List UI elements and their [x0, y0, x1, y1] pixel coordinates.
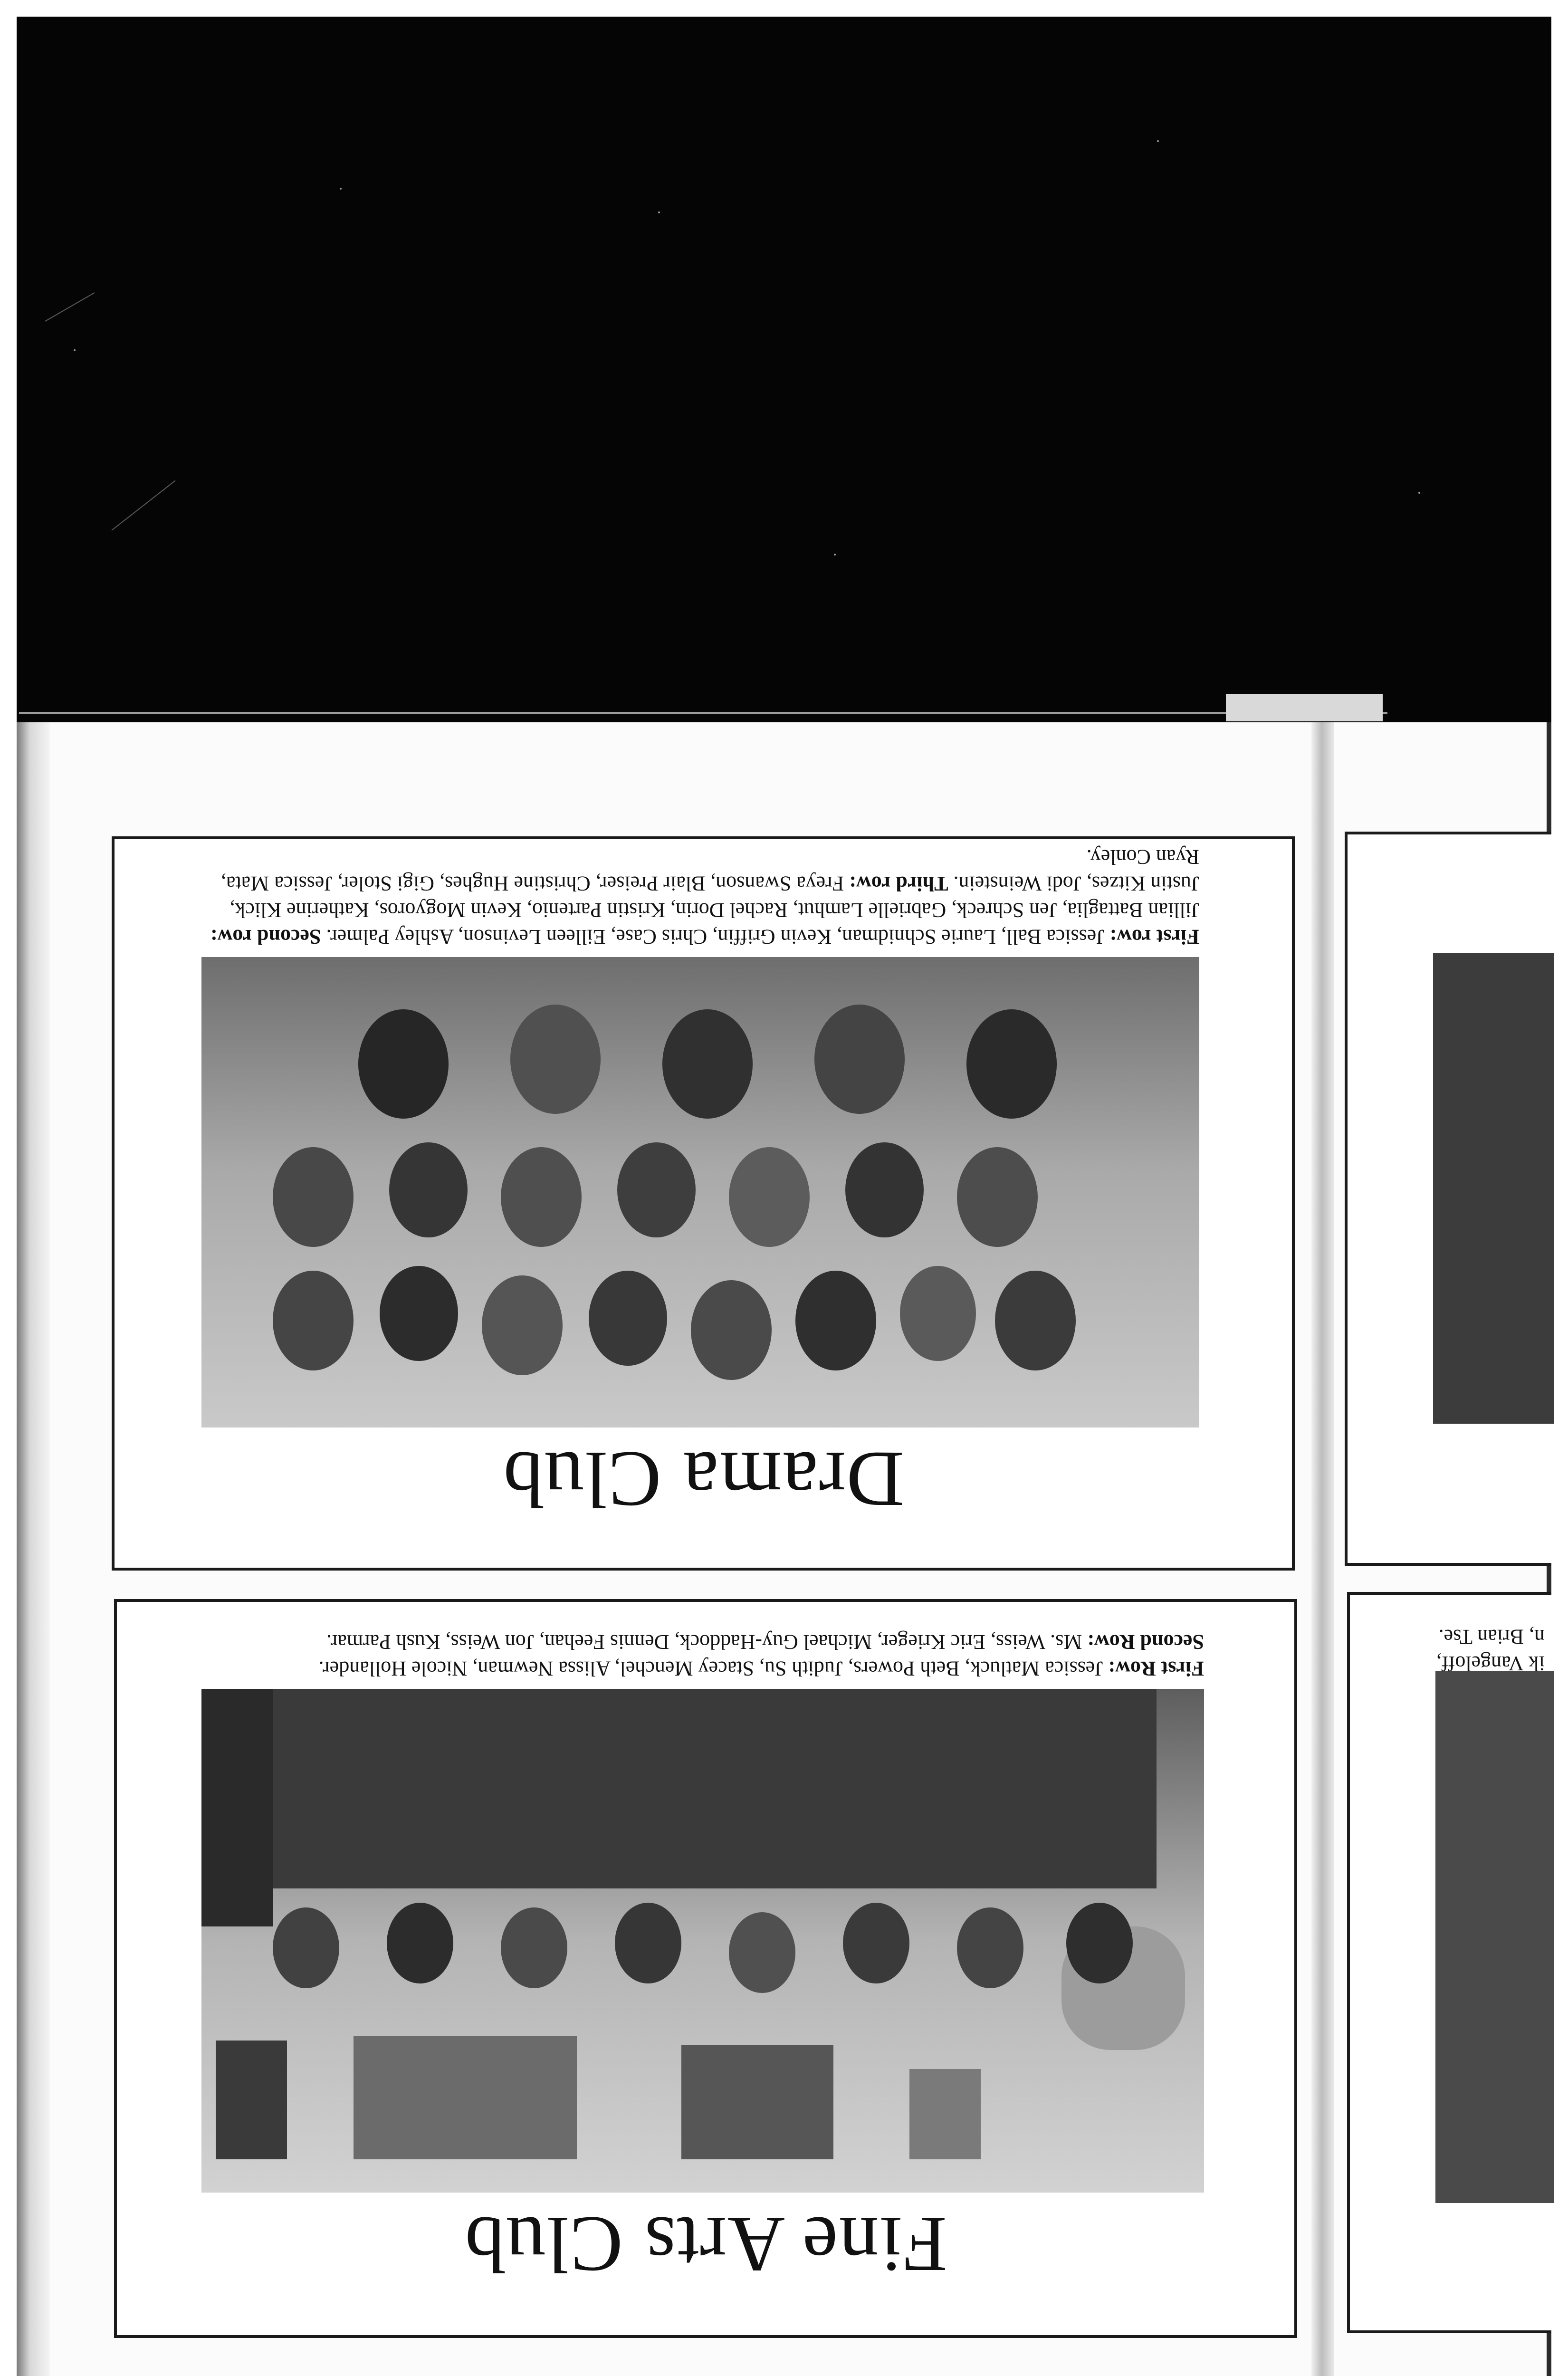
first-row-label: First row: — [1109, 925, 1199, 948]
fine-arts-club-caption — [201, 1629, 1204, 1682]
person-head — [510, 1005, 601, 1114]
artwork-frame — [354, 2036, 577, 2159]
person-head — [814, 1005, 905, 1114]
third-row-names: Freya Swanson, Blair Preiser, Christine Hughes, Gigi Stoler, Jessica Mata, Ryan Conley. — [220, 845, 1199, 895]
person-head — [957, 1907, 1023, 1988]
dust-speck — [1418, 492, 1420, 494]
person-head — [691, 1280, 772, 1380]
facing-photo — [1433, 953, 1554, 1424]
person-head — [662, 1009, 753, 1119]
person-head — [966, 1009, 1057, 1119]
book-spine — [1311, 722, 1334, 2376]
person-head — [995, 1271, 1076, 1370]
facing-page-top-panel — [1345, 832, 1551, 1566]
person-head — [843, 1903, 909, 1983]
facing-caption-line: ik Vangeloff, — [1436, 1652, 1545, 1675]
person-head — [358, 1009, 449, 1119]
person-head — [957, 1147, 1038, 1247]
facing-photo — [1435, 1671, 1554, 2203]
fine-arts-club-photo — [201, 1689, 1204, 2193]
person-head — [845, 1142, 924, 1237]
fine-arts-club-title: Fine Arts Club — [464, 2200, 947, 2289]
bookshelf — [201, 1689, 273, 1926]
person-head — [729, 1912, 795, 1993]
person-head — [273, 1147, 354, 1247]
artwork-frame — [681, 2045, 833, 2159]
page-edge-shadow — [17, 722, 50, 2376]
third-row-label: Third row: — [849, 872, 948, 895]
second-row-label: Second Row: — [1087, 1630, 1204, 1654]
person-head — [501, 1907, 567, 1988]
scanner-backdrop — [17, 17, 1551, 722]
first-row-names: Jessica Matluck, Beth Powers, Judith Su, Stacey Menchel, Alissa Newman, Nicole Hollander. — [318, 1657, 1103, 1680]
second-row-names: Jillian Battaglia, Jen Schreck, Gabrielle Lamhut, Rachel Dorin, Kristin Partenio, Kevin Mogyoros, Katherine Klick, Justin Kitzes, Jodi Weinstein. — [229, 872, 1199, 922]
person-head — [589, 1271, 667, 1366]
second-row-names: Ms. Weiss, Eric Krieger, Michael Guy-Haddock, Dennis Feehan, Jon Weiss, Kush Parmar. — [326, 1630, 1082, 1654]
drama-club-title: Drama Club — [502, 1435, 904, 1523]
person-head — [1066, 1903, 1133, 1983]
person-head — [380, 1266, 458, 1361]
first-row-label: First Row: — [1108, 1657, 1204, 1680]
person-head — [387, 1903, 453, 1983]
artwork-frame — [909, 2069, 981, 2159]
second-row-label: Second row: — [210, 925, 321, 948]
drama-club-caption — [201, 843, 1199, 950]
person-head — [617, 1142, 696, 1237]
dust-speck — [74, 349, 76, 351]
drama-club-panel — [112, 836, 1295, 1571]
person-head — [389, 1142, 468, 1237]
dust-speck — [340, 188, 342, 190]
artwork-frame — [216, 2041, 287, 2159]
scratch-mark — [111, 480, 175, 531]
tape-strip — [1226, 694, 1383, 721]
person-head — [900, 1266, 976, 1361]
facing-page-bottom-panel — [1347, 1592, 1551, 2333]
page-top-edge — [19, 712, 1387, 714]
group-bodies — [263, 1689, 1157, 1888]
facing-page-caption — [1436, 1623, 1545, 1677]
person-head — [482, 1275, 563, 1375]
facing-caption-line: n, Brian Tse. — [1438, 1625, 1545, 1648]
dust-speck — [658, 211, 660, 213]
first-row-names: Jessica Ball, Laurie Schnidman, Kevin Griffin, Chris Case, Eilleen Levinson, Ashley Palmer. — [326, 925, 1105, 948]
person-head — [501, 1147, 582, 1247]
person-head — [273, 1907, 339, 1988]
person-head — [273, 1271, 354, 1370]
person-head — [795, 1271, 876, 1370]
drama-club-photo — [201, 957, 1199, 1428]
scratch-mark — [45, 292, 95, 322]
fine-arts-club-panel — [114, 1599, 1297, 2338]
person-head — [729, 1147, 810, 1247]
dust-speck — [1157, 140, 1159, 142]
person-head — [615, 1903, 681, 1983]
dust-speck — [834, 554, 836, 556]
